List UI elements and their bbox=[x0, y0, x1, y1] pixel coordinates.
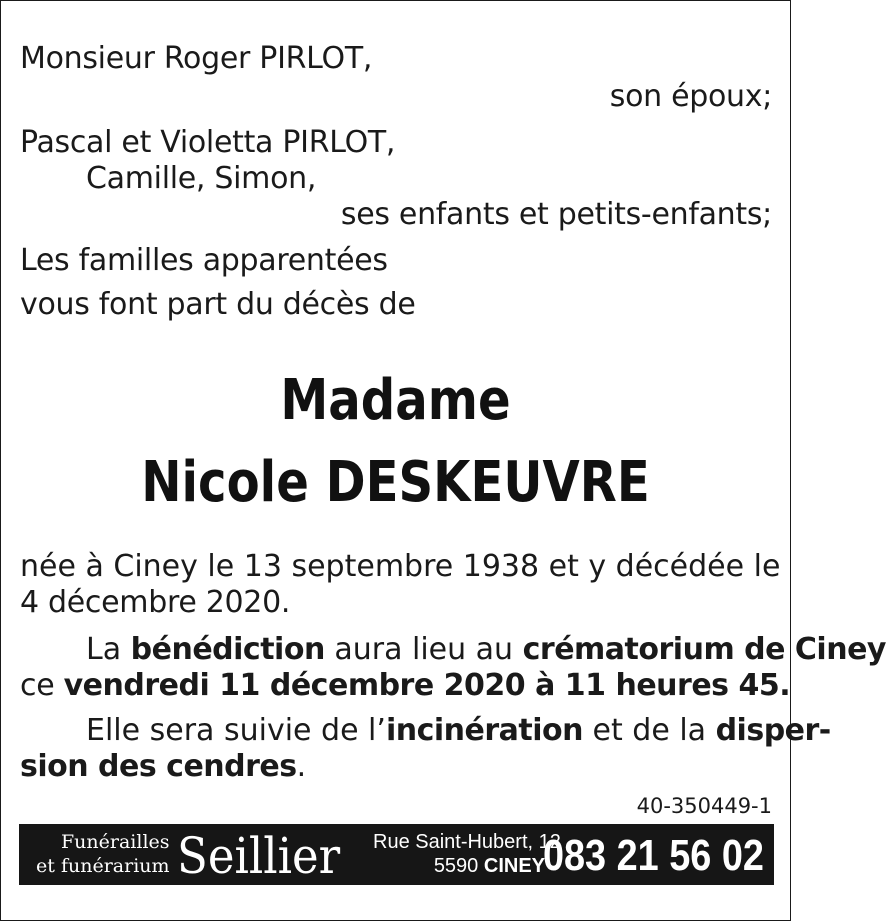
deceased-name: Nicole DESKEUVRE bbox=[141, 450, 650, 515]
grandchildren-names: Camille, Simon, bbox=[86, 161, 317, 196]
cremation-line-2: sion des cendres. bbox=[20, 749, 306, 784]
address-street: Rue Saint-Hubert, 12 bbox=[373, 831, 561, 853]
crematorium-place: crématorium de Ciney bbox=[522, 632, 886, 667]
dispersion-word-start: disper- bbox=[715, 713, 831, 748]
spouse-relation: son époux; bbox=[609, 79, 772, 114]
death-date-line: 4 décembre 2020. bbox=[20, 585, 291, 620]
funeral-home-type bbox=[29, 830, 170, 878]
funeral-home-phone: 083 21 56 02 bbox=[543, 831, 764, 880]
announce-line: vous font part du décès de bbox=[20, 287, 416, 322]
spouse-name: Monsieur Roger PIRLOT, bbox=[20, 41, 373, 76]
children-relation: ses enfants et petits-enfants; bbox=[340, 197, 772, 232]
funeral-home-logo-name: Seillier bbox=[177, 827, 341, 885]
address-city-line: 5590 CINEY bbox=[433, 855, 545, 877]
blessing-line-1: La bénédiction aura lieu au crématorium de Ciney bbox=[86, 632, 886, 667]
deceased-title: Madame bbox=[280, 368, 511, 433]
relatives-line: Les familles apparentées bbox=[20, 243, 388, 278]
funeral-home-address bbox=[373, 830, 561, 878]
ceremony-datetime: vendredi 11 décembre 2020 à 11 heures 45. bbox=[63, 668, 791, 703]
cremation-line-1: Elle sera suivie de l’incinération et de la disper- bbox=[86, 713, 831, 748]
reference-number: 40-350449-1 bbox=[636, 794, 772, 818]
birth-death-line: née à Ciney le 13 septembre 1938 et y décédée le bbox=[20, 549, 781, 584]
address-city: CINEY bbox=[483, 855, 545, 877]
blessing-line-2: ce vendredi 11 décembre 2020 à 11 heures 45. bbox=[20, 668, 791, 703]
dispersion-word-end: sion des cendres bbox=[20, 749, 297, 784]
incineration-word: incinération bbox=[385, 713, 583, 748]
children-names: Pascal et Violetta PIRLOT, bbox=[20, 125, 396, 160]
blessing-word: bénédiction bbox=[130, 632, 325, 667]
funeral-home-banner bbox=[19, 824, 774, 885]
funeral-home-type-line2: et funérarium bbox=[36, 855, 170, 877]
funeral-home-type-line1: Funérailles bbox=[61, 831, 170, 853]
